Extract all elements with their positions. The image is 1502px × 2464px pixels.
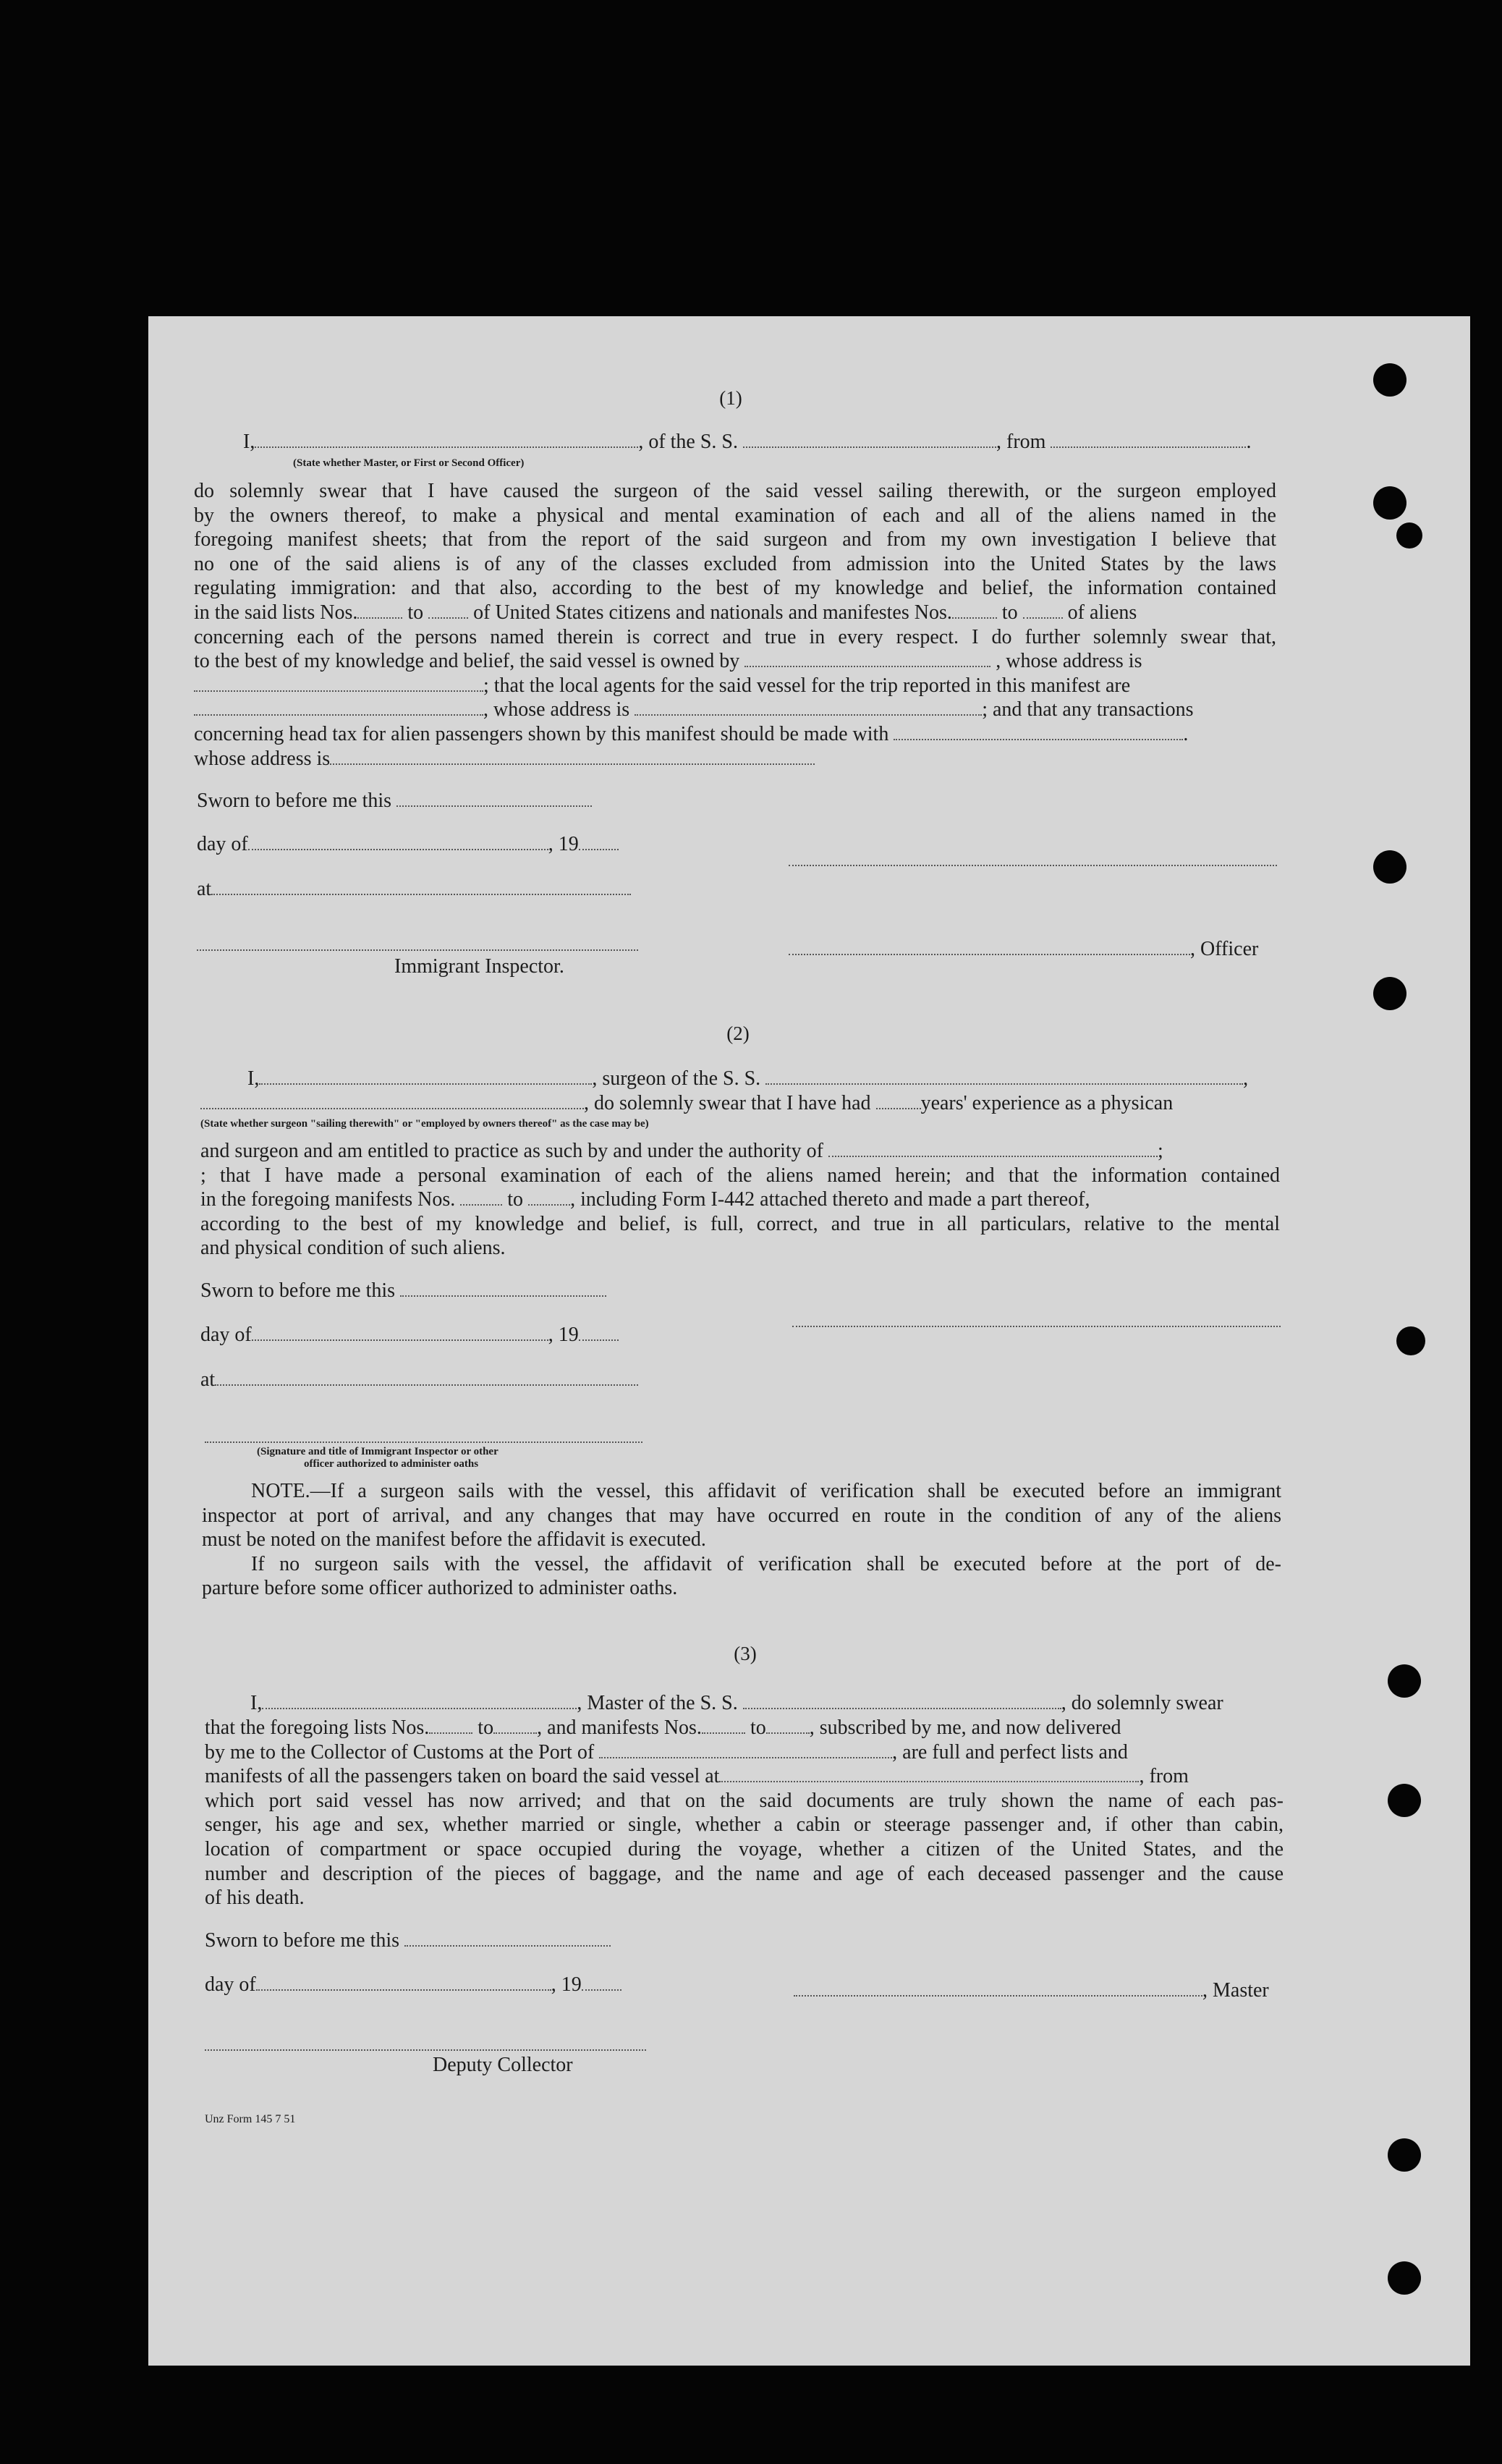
vessel-blank[interactable] — [743, 431, 996, 448]
owner-blank[interactable] — [744, 650, 990, 667]
punch-hole — [1388, 2261, 1421, 2295]
rank-blank[interactable] — [255, 431, 638, 448]
embarkation-port-blank[interactable] — [719, 1765, 1139, 1782]
place-blank[interactable] — [211, 878, 631, 895]
month-blank[interactable] — [256, 1973, 551, 1991]
section-3-number: (3) — [734, 1643, 757, 1664]
section-1-number: (1) — [719, 387, 742, 409]
section-3-sworn: Sworn to before me this — [205, 1929, 611, 1953]
rank-note: (State whether Master, or First or Second Officer) — [293, 457, 525, 469]
head-tax-address-blank[interactable] — [330, 748, 815, 765]
punch-hole — [1388, 2138, 1421, 2172]
agents-blank[interactable] — [194, 698, 483, 716]
section-2-sworn: Sworn to before me this — [200, 1279, 606, 1303]
manifest-from-blank[interactable] — [702, 1716, 745, 1734]
sworn-day-blank[interactable] — [404, 1929, 611, 1947]
year-blank[interactable] — [579, 1324, 619, 1341]
manifest-from-blank[interactable] — [460, 1188, 502, 1206]
section-3-day-of: day of , 19 — [205, 1973, 621, 1997]
section-1-sworn: Sworn to before me this — [197, 789, 592, 813]
owner-address-blank[interactable] — [194, 674, 483, 692]
punch-hole — [1373, 850, 1406, 884]
master-line: , Master — [794, 1978, 1269, 2003]
list-to-blank[interactable] — [493, 1716, 537, 1734]
officer-signature-blank[interactable] — [789, 938, 1190, 955]
manifest-to-blank[interactable] — [1023, 601, 1063, 619]
signature-note-2: officer authorized to administer oaths — [304, 1458, 479, 1470]
list-from-blank[interactable] — [429, 1716, 472, 1734]
month-blank[interactable] — [248, 833, 548, 850]
year-blank[interactable] — [579, 833, 619, 850]
from-port-blank[interactable] — [1051, 431, 1246, 448]
oath-officer-signature-line[interactable] — [205, 1440, 642, 1443]
years-blank[interactable] — [876, 1092, 921, 1109]
sworn-day-blank[interactable] — [396, 789, 592, 807]
master-name-blank[interactable] — [262, 1692, 577, 1709]
year-blank[interactable] — [582, 1973, 621, 1991]
inspector-label: Immigrant Inspector. — [394, 955, 564, 978]
sworn-day-blank[interactable] — [400, 1279, 606, 1297]
punch-hole — [1396, 1326, 1425, 1355]
punch-hole — [1373, 977, 1406, 1010]
punch-hole — [1388, 1784, 1421, 1817]
surgeon-status-blank[interactable] — [200, 1092, 584, 1109]
surgeon-signature-line[interactable] — [792, 1324, 1281, 1327]
surgeon-note: (State whether surgeon "sailing therewith" or "employed by owners thereof" as the case may be) — [200, 1118, 649, 1130]
punch-hole — [1388, 1664, 1421, 1698]
section-1-day-of: day of , 19 — [197, 832, 619, 857]
section-1-line-1: I, , of the S. S. , from . — [243, 431, 1252, 453]
section-2-at: at — [200, 1368, 638, 1392]
officer-line: , Officer — [789, 937, 1258, 962]
manifest-from-blank[interactable] — [952, 601, 997, 619]
form-code: Unz Form 145 7 51 — [205, 2113, 296, 2125]
inspector-signature-line[interactable] — [197, 948, 638, 951]
manifest-to-blank[interactable] — [528, 1188, 570, 1206]
section-1-at: at — [197, 877, 631, 902]
list-from-blank[interactable] — [357, 601, 402, 619]
place-blank[interactable] — [215, 1368, 638, 1386]
master-signature-blank[interactable] — [794, 1979, 1202, 1997]
surgeon-name-blank[interactable] — [259, 1067, 592, 1085]
port-blank[interactable] — [599, 1741, 892, 1758]
section-2-line-1: I, , surgeon of the S. S. , — [247, 1067, 1249, 1090]
section-2-day-of: day of , 19 — [200, 1323, 619, 1347]
head-tax-blank[interactable] — [894, 723, 1183, 740]
punch-hole — [1373, 486, 1406, 520]
month-blank[interactable] — [252, 1324, 548, 1341]
master-signature-line-1[interactable] — [789, 863, 1277, 866]
manifest-to-blank[interactable] — [766, 1716, 810, 1734]
master-vessel-blank[interactable] — [743, 1692, 1061, 1709]
punch-hole — [1396, 522, 1422, 549]
punch-hole — [1373, 363, 1406, 397]
list-to-blank[interactable] — [428, 601, 468, 619]
deputy-collector-signature-line[interactable] — [205, 2048, 646, 2051]
deputy-collector-label: Deputy Collector — [433, 2054, 573, 2076]
section-2-number: (2) — [726, 1023, 750, 1044]
agents-address-blank[interactable] — [635, 698, 982, 716]
signature-note-1: (Signature and title of Immigrant Inspector or other — [257, 1446, 498, 1457]
section-3-line-1: I, , Master of the S. S. , do solemnly swear — [250, 1692, 1223, 1714]
authority-blank[interactable] — [828, 1140, 1158, 1157]
section-2-line-2: , do solemnly swear that I have had years' experience as a physican — [200, 1091, 1173, 1116]
surgeon-vessel-blank[interactable] — [765, 1067, 1243, 1085]
